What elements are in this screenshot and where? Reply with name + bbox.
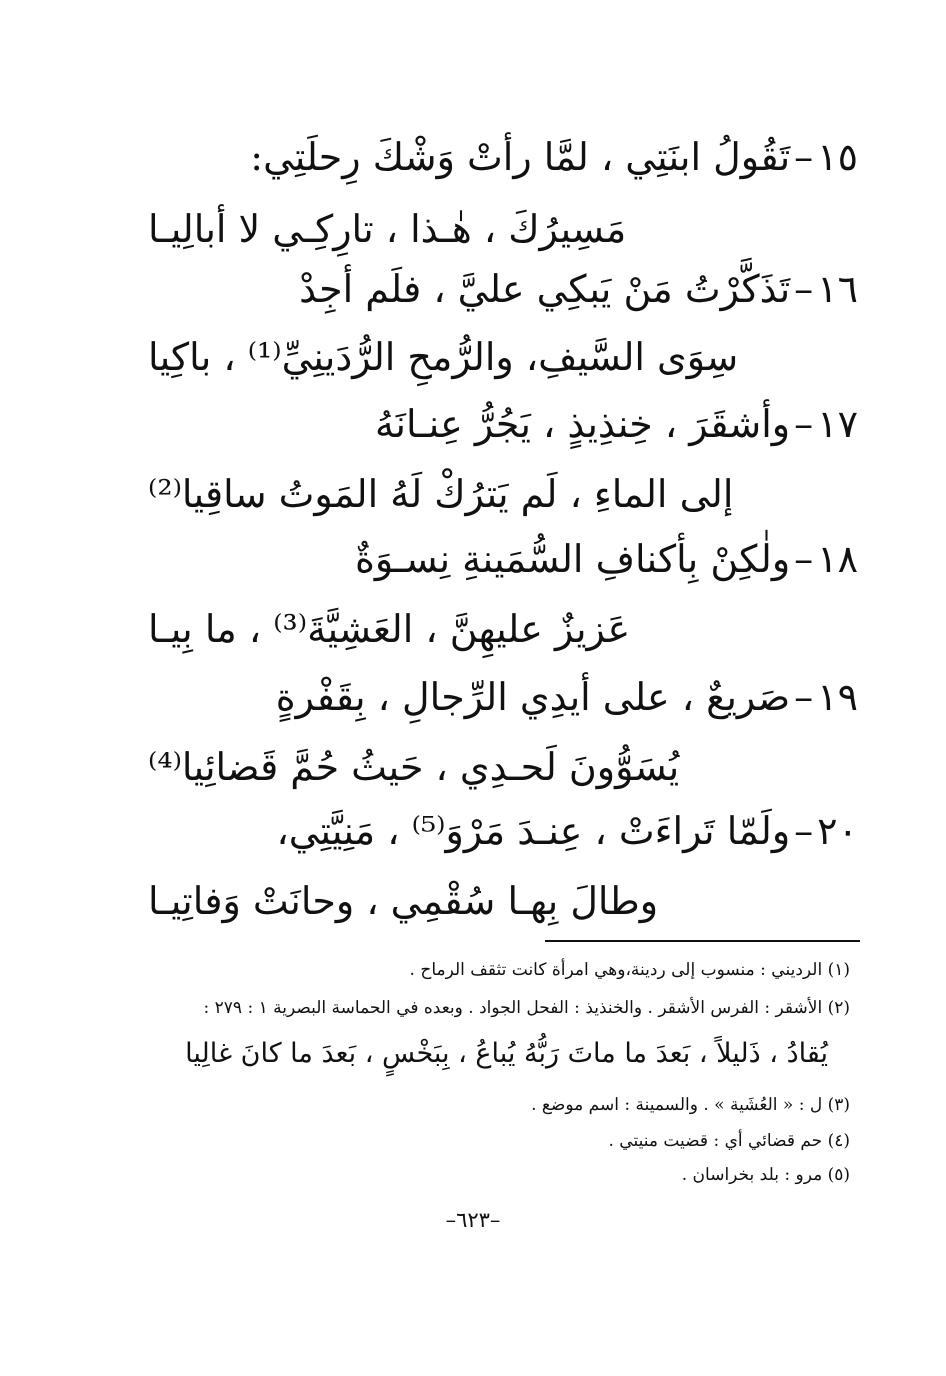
verse-text: ولَمّا تَراءَتْ ، عِنـدَ مَرْوَ⁽⁵⁾ ، مَنِيَّتِي، (276, 809, 791, 853)
verse-18-first-hemistich (354, 537, 858, 581)
footnote-1: (١) الرديني : منسوب إلى ردينة،وهي امرأة كانت تثقف الرماح . (409, 960, 850, 980)
footnote-2: (٢) الأشقر : الفرس الأشقر . والخنذيذ : الفحل الجواد . وبعده في الحماسة البصرية ١ : ٢٧٩ : (203, 998, 850, 1018)
verse-number: ١٦ (817, 267, 858, 311)
verse-text: ولٰكِنْ بِأكنافِ السُّمَينةِ نِسـوَةٌ (354, 537, 791, 581)
verse-text: وطالَ بِهـا سُقْمِي ، وحانَتْ وَفاتِيـا (148, 879, 659, 923)
verse-text: عَزيزٌ عليهِنَّ ، العَشِيَّةَ⁽³⁾ ، ما بِيـا (148, 607, 631, 651)
footnote-3: (٣) ل : « العُشَية » . والسمينة : اسم موضع . (531, 1095, 850, 1115)
footnote-divider (545, 940, 860, 942)
verse-number: ١٧ (817, 402, 858, 446)
verse-18-second-hemistich (148, 607, 631, 651)
verse-19-second-hemistich (148, 745, 680, 789)
verse-dash: – (794, 675, 814, 719)
verse-text: يُسَوُّونَ لَحـدِي ، حَيثُ حُمَّ قَضائِيا⁽⁴⁾ (148, 745, 680, 789)
verse-dash: – (794, 809, 814, 853)
verse-text: تَقُولُ ابنَتِي ، لمَّا رأتْ وَشْكَ رِحلَتِي: (250, 135, 791, 179)
footnote-4: (٤) حم قضائي أي : قضيت منيتي . (608, 1131, 850, 1151)
verse-19-first-hemistich (275, 675, 858, 719)
verse-number: ١٨ (817, 537, 858, 581)
verse-17-first-hemistich (375, 402, 858, 446)
verse-number: ١٩ (817, 675, 858, 719)
verse-20-first-hemistich (276, 809, 858, 853)
verse-text: تَذَكَّرْتُ مَنْ يَبكِي عليَّ ، فلَم أجِدْ (299, 267, 791, 311)
verse-text: مَسِيرُكَ ، هٰـذا ، تارِكِـي لا أبالِيـا (148, 207, 627, 251)
verse-16-first-hemistich (299, 267, 858, 311)
verse-16-second-hemistich (148, 335, 739, 379)
verse-text: صَريعٌ ، على أيدِي الرِّجالِ ، بِقَفْرةٍ (275, 675, 791, 719)
verse-text: سِوَى السَّيفِ، والرُّمحِ الرُّدَينِيِّ⁽¹⁾ ، باكِيا (148, 335, 739, 379)
verse-dash: – (794, 402, 814, 446)
verse-15-first-hemistich (250, 135, 858, 179)
verse-dash: – (794, 135, 814, 179)
verse-number: ١٥ (817, 135, 858, 179)
footnote-5: (٥) مرو : بلد بخراسان . (681, 1165, 850, 1185)
verse-text: وأشقَرَ ، خِنذِيذٍ ، يَجُرُّ عِنـانَهُ (375, 402, 791, 446)
page-number: –٦٢٣– (445, 1208, 501, 1232)
footnote-quoted-verse: يُقادُ ، ذَليلاً ، بَعدَ ما ماتَ رَبُّهُ يُباعُ ، بِبَخْسٍ ، بَعدَ ما كانَ غالِيا (185, 1038, 828, 1069)
verse-20-second-hemistich (148, 879, 659, 923)
verse-15-second-hemistich (148, 207, 627, 251)
verse-dash: – (794, 537, 814, 581)
verse-dash: – (794, 267, 814, 311)
verse-17-second-hemistich (148, 472, 734, 516)
verse-text: إلى الماءِ ، لَم يَترُكْ لَهُ المَوتُ ساقِيا⁽²⁾ (148, 472, 734, 516)
verse-number: ٢٠ (817, 809, 858, 853)
